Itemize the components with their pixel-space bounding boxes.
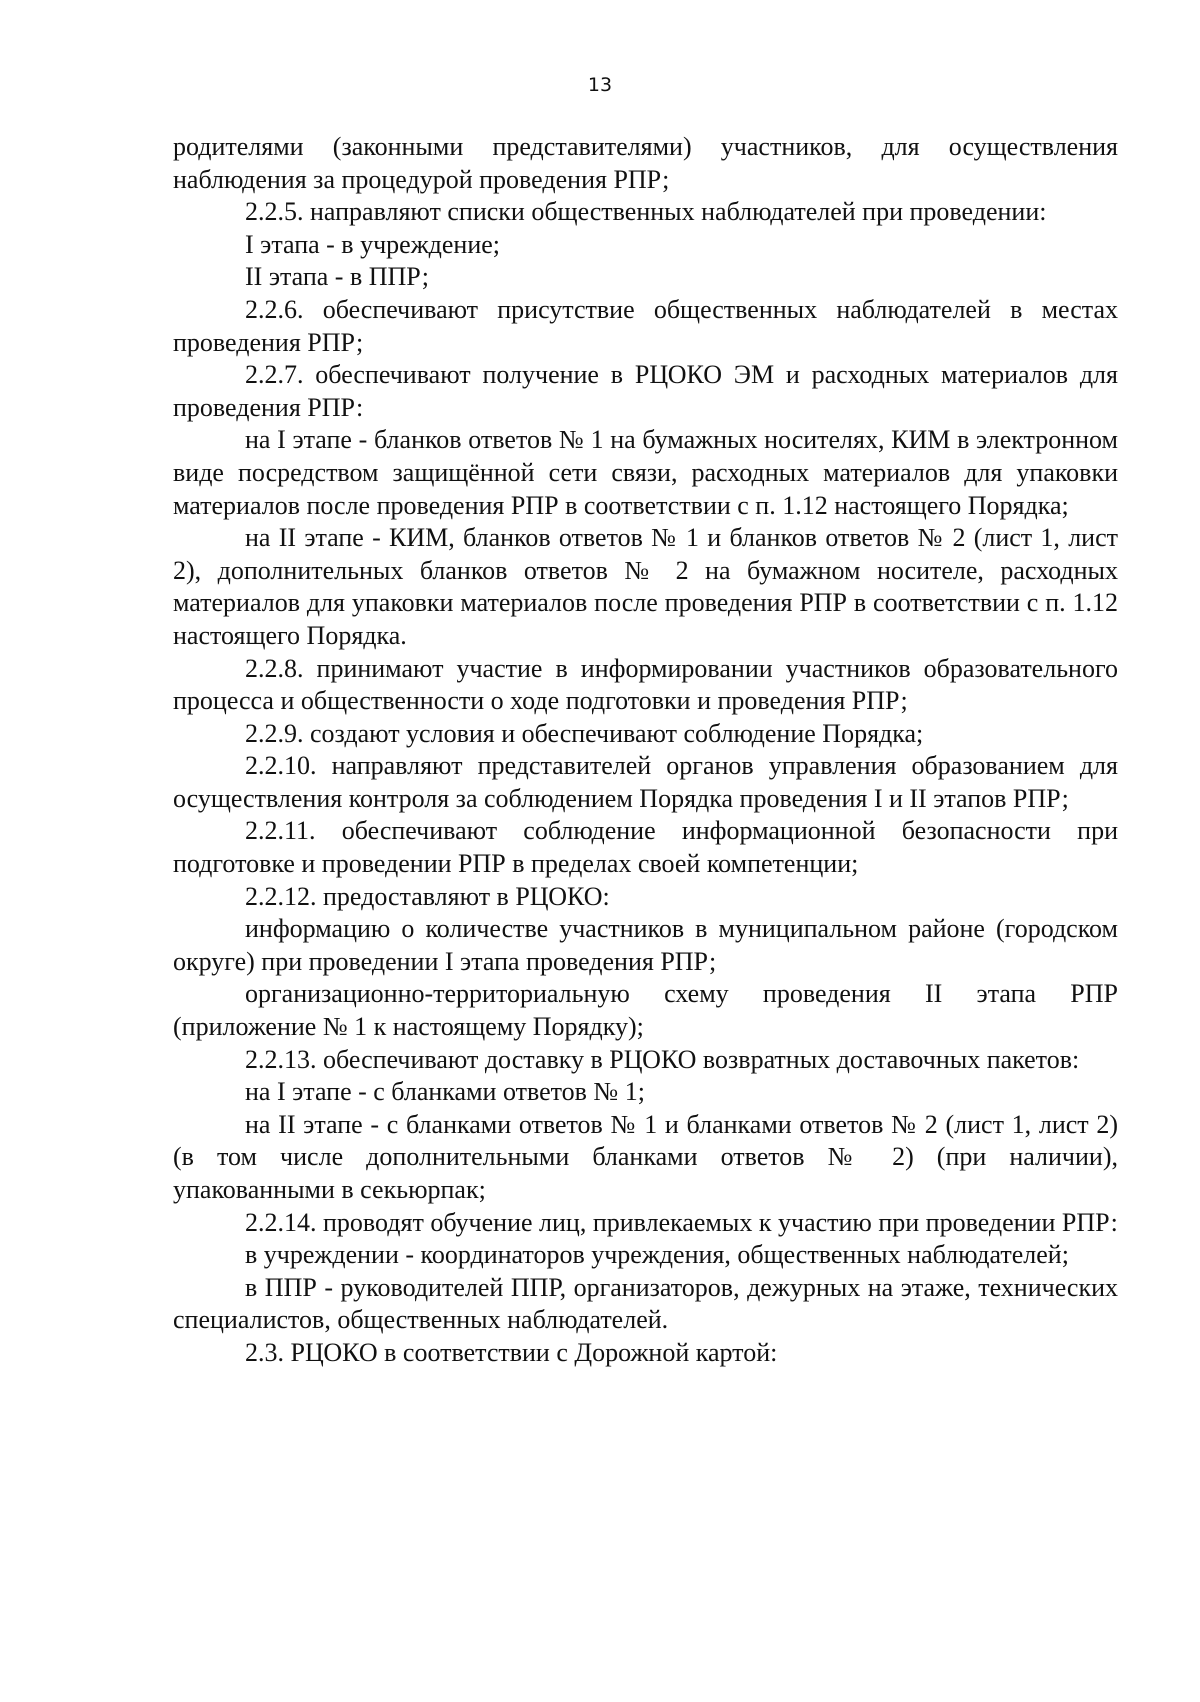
paragraph: в учреждении - координаторов учреждения, общественных наблюдателей;	[245, 1240, 1069, 1270]
paragraph: 2.2.10. направляют представителей органов управления образованием для осуществления контроля за соблюдением Порядка проведения I и II этапов РПР;	[173, 751, 1118, 813]
paragraph: на I этапе - бланков ответов № 1 на бумажных носителях, КИМ в электронном виде посредством защищённой сети связи, расходных материалов для упаковки материалов после проведения РПР в соответствии с п. 1.12 настоящего Порядка;	[173, 425, 1118, 520]
paragraph: в ППР - руководителей ППР, организаторов, дежурных на этаже, технических специалистов, общественных наблюдателей.	[173, 1272, 1118, 1335]
paragraph: 2.2.13. обеспечивают доставку в РЦОКО возвратных доставочных пакетов:	[245, 1044, 1080, 1074]
paragraph: 2.2.12. предоставляют в РЦОКО:	[245, 881, 610, 911]
document-body	[173, 131, 1118, 1370]
paragraph: 2.2.14. проводят обучение лиц, привлекаемых к участию при проведении РПР:	[245, 1207, 1118, 1237]
paragraph: на II этапе - с бланками ответов № 1 и бланками ответов № 2 (лист 1, лист 2) (в том числе дополнительными бланками ответов № 2) (при наличии), упакованными в секьюрпак;	[173, 1109, 1118, 1204]
paragraph: II этапа - в ППР;	[245, 262, 429, 292]
paragraph: 2.2.9. создают условия и обеспечивают соблюдение Порядка;	[245, 718, 924, 748]
page-number: 13	[587, 74, 613, 96]
paragraph: 2.2.5. направляют списки общественных наблюдателей при проведении:	[245, 197, 1047, 227]
paragraph: организационно-территориальную схему проведения II этапа РПР (приложение № 1 к настоящему Порядку);	[173, 979, 1118, 1042]
paragraph: на II этапе - КИМ, бланков ответов № 1 и бланков ответов № 2 (лист 1, лист 2), дополнительных бланков ответов № 2 на бумажном носителе, расходных материалов для упаковки материалов после проведения РПР в соответствии с п. 1.12 настоящего Порядка.	[173, 523, 1118, 650]
paragraph: на I этапе - с бланками ответов № 1;	[245, 1077, 645, 1107]
paragraph: 2.2.8. принимают участие в информировании участников образовательного процесса и общественности о ходе подготовки и проведения РПР;	[173, 653, 1118, 716]
paragraph: I этапа - в учреждение;	[245, 229, 501, 259]
paragraph: 2.2.11. обеспечивают соблюдение информационной безопасности при подготовке и проведении РПР в пределах своей компетенции;	[173, 816, 1118, 879]
paragraph: 2.2.6. обеспечивают присутствие общественных наблюдателей в местах проведения РПР;	[173, 294, 1118, 357]
paragraph: родителями (законными представителями) участников, для осуществления наблюдения за процедурой проведения РПР;	[173, 132, 1118, 194]
paragraph: 2.3. РЦОКО в соответствии с Дорожной картой:	[245, 1337, 778, 1367]
paragraph: 2.2.7. обеспечивают получение в РЦОКО ЭМ и расходных материалов для проведения РПР:	[173, 360, 1118, 422]
paragraph: информацию о количестве участников в муниципальном районе (городском округе) при проведении I этапа проведения РПР;	[173, 914, 1118, 976]
